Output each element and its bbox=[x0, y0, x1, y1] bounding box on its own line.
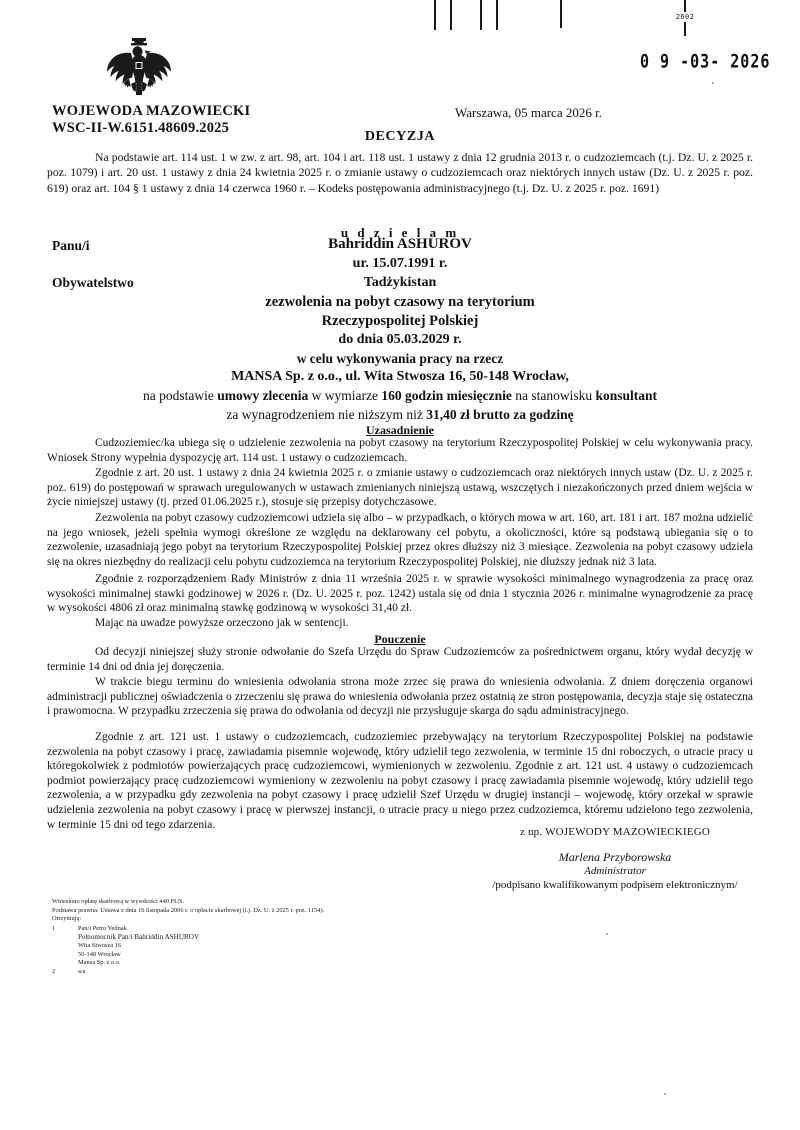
contract-prefix: na podstawie bbox=[142, 388, 218, 403]
signatory-role: Administrator bbox=[584, 865, 646, 877]
recipient-line: Wita Stwosza 16 bbox=[78, 941, 122, 949]
scan-barcode-marks bbox=[430, 0, 610, 34]
job-position: konsultant bbox=[595, 388, 658, 403]
document-number-stamp bbox=[655, 0, 715, 36]
recipients-label: Otrzymują: bbox=[52, 915, 82, 923]
recipient-index: 1 bbox=[52, 924, 56, 932]
recipient-entry bbox=[52, 968, 572, 977]
justification-heading: Uzasadnienie bbox=[365, 423, 434, 437]
scan-speck bbox=[712, 82, 714, 84]
authority-name: WOJEWODA MAZOWIECKI bbox=[52, 103, 251, 119]
justification-paragraph: Mając na uwadze powyższe orzeczono jak w sentencji. bbox=[95, 617, 349, 629]
document-footer bbox=[52, 898, 572, 976]
recipient-line: 50-148 Wrocław bbox=[78, 950, 121, 958]
employer-details: MANSA Sp. z o.o., ul. Wita Stwosza 16, 50-148 Wrocław, bbox=[231, 369, 569, 384]
justification-paragraph: Zezwolenia na pobyt czasowy cudzoziemcowi udziela się albo – w przypadkach, o których mowa w art. 160, art. 181 i art. 187 można udzielić na jego wniosek, jeżeli spełnia wymogi określone ze względu na deklarowany cel pobytu, a okoliczności, które są podstawą ubiegania się o to zezwolenie, uzasadniają jego pobyt na terytorium Rzeczypospolitej Polskiej przez okres dłuższy niż 3 miesiące. Zezwolenia na pobyt czasowy udziela się na okres niezbędny do realizacji celu pobytu cudzoziemca na terytorium Rzeczypospolitej Polskiej, nie dłuższy jednak niż 3 lata. bbox=[47, 512, 753, 568]
contract-mid: w wymiarze bbox=[308, 388, 382, 403]
instruction-paragraph: Zgodnie z art. 121 ust. 1 ustawy o cudzoziemcach, cudzoziemiec przebywający na terytorium Rzeczypospolitej Polskiej na podstawie zezwolenia na pobyt czasowy i pracę, zawiadamia pisemnie wojewodę, który udzielił tego zezwolenia, w terminie 15 dni roboczych, o utracie pracy u któregokolwiek z podmiotów powierzających pracę cudzoziemcowi, wymienionych w zezwoleniu. Zgodnie z art. 121 ust. 4 ustawy o cudzoziemcach podmiot powierzający pracę cudzoziemcowi wymieniony w zezwoleniu na pobyt czasowy i pracę zawiadamia pisemnie wojewodę, który udzielił tego zezwolenia, a w przypadku gdy zezwolenia na pobyt czasowy i pracę udzielił Szef Urzędu w drugiej instancji – wojewodę, który orzekał w sprawie udzielenia zezwolenia na pobyt czasowy i pracę w pierwszej instancji, o utracie pracy u niego przez cudzoziemca, któremu udzielono tego zezwolenia, w terminie 15 dni od tego zdarzenia. bbox=[47, 731, 753, 831]
legal-basis-paragraph: Na podstawie art. 114 ust. 1 w zw. z art. 98, art. 104 i art. 118 ust. 1 ustawy z dnia 12 grudnia 2013 r. o cudzoziemcach (t.j. Dz. U. z 2025 r. poz. 1079) i art. 20 ust. 1 ustawy z dnia 24 kwietnia 2025 r. o zmianie ustawy o cudzoziemcach oraz niektórych innych ustaw (Dz. U. z 2025 r. poz. 619) oraz art. 104 § 1 ustawy z dnia 14 czerwca 1960 r. – Kodeks postępowania administracyjnego (t.j. Dz. U. z 2025 r. poz. 1691) bbox=[47, 151, 753, 195]
scan-speck bbox=[664, 1093, 666, 1095]
received-date-stamp: 0 9 -03- 2026 bbox=[640, 49, 771, 73]
stamp-fee-line: Wniesiono opłatę skarbową w wysokości 440 PLN. bbox=[52, 898, 185, 905]
contract-type: umowy zlecenia bbox=[217, 388, 309, 403]
recipient-line: Pan/i Petro Yednak bbox=[78, 924, 127, 932]
tick-mark-bottom bbox=[684, 22, 686, 36]
signatory-name: Marlena Przyborowska bbox=[558, 850, 672, 864]
polish-eagle-emblem-icon bbox=[98, 36, 180, 102]
permit-purpose: w celu wykonywania pracy na rzecz bbox=[296, 351, 504, 366]
contract-details bbox=[0, 388, 800, 404]
person-name: Bahriddin ASHUROV bbox=[328, 236, 472, 252]
recipient-index: 2 bbox=[52, 967, 56, 975]
scan-speck bbox=[606, 933, 608, 935]
instruction-heading: Pouczenie bbox=[374, 632, 426, 646]
wage-details bbox=[0, 407, 800, 423]
recipient-address bbox=[78, 925, 199, 968]
recipient-address bbox=[78, 968, 85, 977]
label-citizenship: Obywatelstwo bbox=[52, 275, 134, 290]
contract-hours: 160 godzin miesięcznie bbox=[381, 388, 512, 403]
wage-amount: 31,40 zł brutto za godzinę bbox=[426, 407, 574, 422]
document-number-value: 2602 bbox=[675, 13, 695, 21]
instruction-paragraph: Od decyzji niniejszej służy stronie odwołanie do Szefa Urzędu do Spraw Cudzoziemców za pośrednictwem organu, który wydał decyzję w terminie 14 dni od dnia jej doręczenia. bbox=[47, 646, 753, 673]
fee-legal-basis-line: Podstawa prawna: Ustawa z dnia 16 listopada 2006 r. o opłacie skarbowej (t.j. Dz. U. z 2025 r. poz. 1154). bbox=[52, 906, 325, 914]
case-number: WSC-II-W.6151.48609.2025 bbox=[52, 120, 230, 136]
justification-paragraph: Zgodnie z rozporządzeniem Rady Ministrów z dnia 11 września 2025 r. w sprawie wysokości minimalnego wynagrodzenia za pracę oraz wysokości minimalnej stawki godzinowej w 2026 r. (Dz. U. 2025 r. poz. 1242) ustala się od dnia 1 stycznia 2026 r. minimalne wynagrodzenie za pracę w wysokości 4806 zł oraz minimalną stawkę godzinową w wysokości 31,40 zł. bbox=[47, 573, 753, 615]
contract-suffix: na stanowisku bbox=[511, 388, 596, 403]
wage-prefix: za wynagrodzeniem nie niższym niż bbox=[226, 407, 427, 422]
permit-line-2: Rzeczypospolitej Polskiej bbox=[321, 313, 479, 329]
instruction-paragraph: W trakcie biegu terminu do wniesienia odwołania strona może zrzec się prawa do wniesienia odwołania. Z dniem doręczenia organowi administracji publicznej oświadczenia o zrzeczeniu się prawa do wniesienia odwołania przez ostatnią ze stron postępowania, decyzja staje się ostateczna i prawomocna. W przypadku zrzeczenia się prawa do odwołania od decyzji nie przysługuje skarga do sądu administracyjnego. bbox=[47, 676, 753, 718]
justification-paragraph: Zgodnie z art. 20 ust. 1 ustawy z dnia 24 kwietnia 2025 r. o zmianie ustawy o cudzoziemcach oraz niektórych innych ustaw (Dz. U. z 2025 r. poz. 619) do postępowań w sprawach uregulowanych w ustawach zmienianych niniejszą ustawą, wszczętych i niezakończonych przed dniem wejścia w życie niniejszej ustawy (tj. przed 01.06.2025 r.), stosuje się przepisy dotychczasowe. bbox=[47, 467, 753, 509]
citizenship-value: Tadżykistan bbox=[363, 275, 437, 290]
document-title: DECYZJA bbox=[364, 129, 436, 144]
justification-paragraph: Cudzoziemiec/ka ubiega się o udzielenie zezwolenia na pobyt czasowy na terytorium Rzeczypospolitej Polskiej w celu wykonywania pracy. Wniosek Strony wypełnia dyspozycję art. 114 ust. 1 ustawy o cudzoziemcach. bbox=[47, 437, 753, 464]
signature-on-behalf: z up. WOJEWODY MAZOWIECKIEGO bbox=[519, 826, 711, 838]
signature-block bbox=[470, 850, 760, 891]
recipient-entry bbox=[52, 925, 572, 968]
permit-line-1: zezwolenia na pobyt czasowy na terytorium bbox=[265, 294, 535, 310]
recipient-line: Pełnomocnik Pan/i Bahriddin ASHUROV bbox=[78, 933, 200, 942]
recipient-line: Mansa Sp. z o.o. bbox=[78, 959, 121, 967]
tick-mark-top bbox=[684, 0, 686, 12]
grant-keyword: u d z i e l a m bbox=[340, 225, 460, 240]
electronic-signature-note: /podpisano kwalifikowanym podpisem elektronicznym/ bbox=[492, 879, 738, 891]
label-person: Panu/i bbox=[52, 238, 90, 253]
place-and-date: Warszawa, 05 marca 2026 r. bbox=[455, 105, 602, 120]
birth-date: ur. 15.07.1991 r. bbox=[352, 256, 448, 271]
permit-valid-until: do dnia 05.03.2029 r. bbox=[338, 332, 462, 347]
recipient-line: a/a bbox=[78, 967, 86, 975]
recipients-list bbox=[52, 925, 572, 977]
